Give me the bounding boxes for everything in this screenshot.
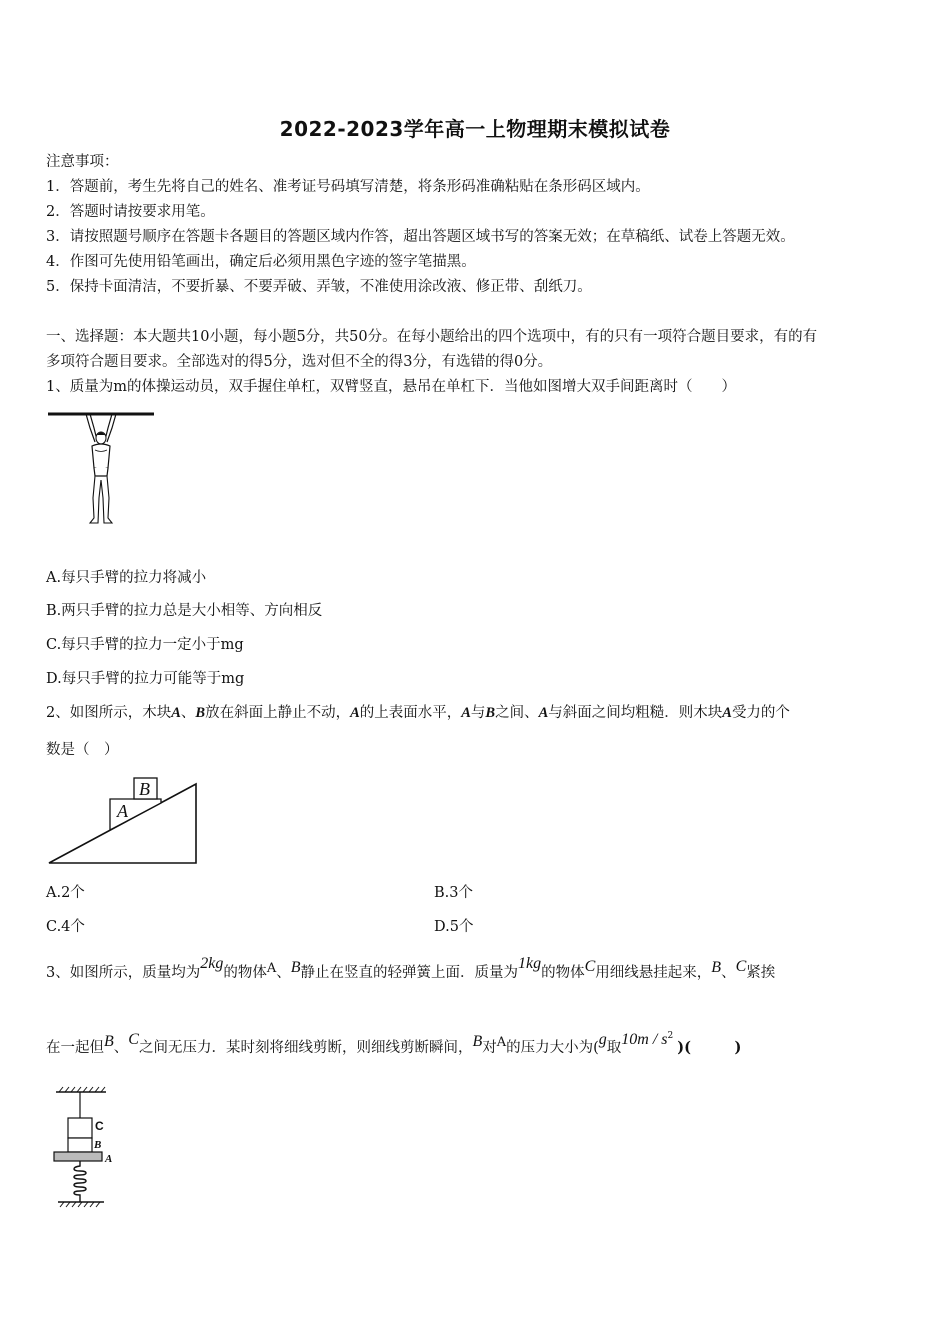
spring-figure <box>50 1086 130 1212</box>
q1-option-c: C.每只手臂的拉力一定小于mg <box>46 637 244 653</box>
q2-option-c: C.4个 <box>46 919 85 935</box>
notice-item: 5．保持卡面清洁，不要折暴、不要弄破、弄皱，不准使用涂改液、修正带、刮纸刀。 <box>46 279 592 295</box>
label-c: C <box>95 1119 104 1133</box>
label-b: B <box>139 779 150 799</box>
q2-option-d: D.5个 <box>434 919 474 935</box>
question-2-stem: 2、如图所示，木块A、B放在斜面上静止不动，A的上表面水平，A与B之间、A与斜面之间均粗糙．则木块A受力的个 <box>46 705 790 721</box>
notice-item: 4．作图可先使用铅笔画出，确定后必须用黑色字迹的签字笔描黑。 <box>46 254 476 270</box>
section-heading-cont: 多项符合题目要求。全部选对的得5分，选对但不全的得3分，有选错的得0分。 <box>46 354 553 370</box>
page-title: 2022-2023学年高一上物理期末模拟试卷 <box>279 117 671 141</box>
section-heading: 一、选择题：本大题共10小题，每小题5分，共50分。在每小题给出的四个选项中，有的只有一项符合题目要求，有的有 <box>46 329 818 345</box>
label-a: A <box>105 1153 113 1165</box>
notice-item: 3．请按照题号顺序在答题卡各题目的答题区域内作答，超出答题区域书写的答案无效；在草稿纸、试卷上答题无效。 <box>46 229 795 245</box>
notice-item: 1．答题前，考生先将自己的姓名、准考证号码填写清楚，将条形码准确粘贴在条形码区域内。 <box>46 179 650 195</box>
q2-option-b: B.3个 <box>434 885 473 901</box>
question-3-stem-cont: 在一起但B、C之间无压力．某时刻将细线剪断，则细线剪断瞬间，B对A的压力大小为(g取$10m / s^2$)( ) <box>46 1031 742 1056</box>
label-a: A <box>117 801 128 821</box>
incline-figure <box>46 774 202 866</box>
label-b: B <box>94 1139 102 1151</box>
q2-option-a: A.2个 <box>46 885 85 901</box>
question-3-stem: 3、如图所示，质量均为2kg的物体A、B静止在竖直的轻弹簧上面．质量为1kg的物体C用细线悬挂起来，B、C紧挨 <box>46 955 776 981</box>
notice-item: 2．答题时请按要求用笔。 <box>46 204 215 220</box>
q1-option-d: D.每只手臂的拉力可能等于mg <box>46 671 245 687</box>
question-2-stem-cont: 数是（ ） <box>46 742 119 758</box>
q1-option-a: A.每只手臂的拉力将减小 <box>46 570 207 586</box>
q1-option-b: B.两只手臂的拉力总是大小相等、方向相反 <box>46 603 323 619</box>
gymnast-figure <box>46 406 158 528</box>
question-1-stem: 1、质量为m的体操运动员，双手握住单杠，双臂竖直，悬吊在单杠下．当他如图增大双手间距离时（ ） <box>46 379 736 395</box>
notice-heading: 注意事项： <box>46 154 119 170</box>
